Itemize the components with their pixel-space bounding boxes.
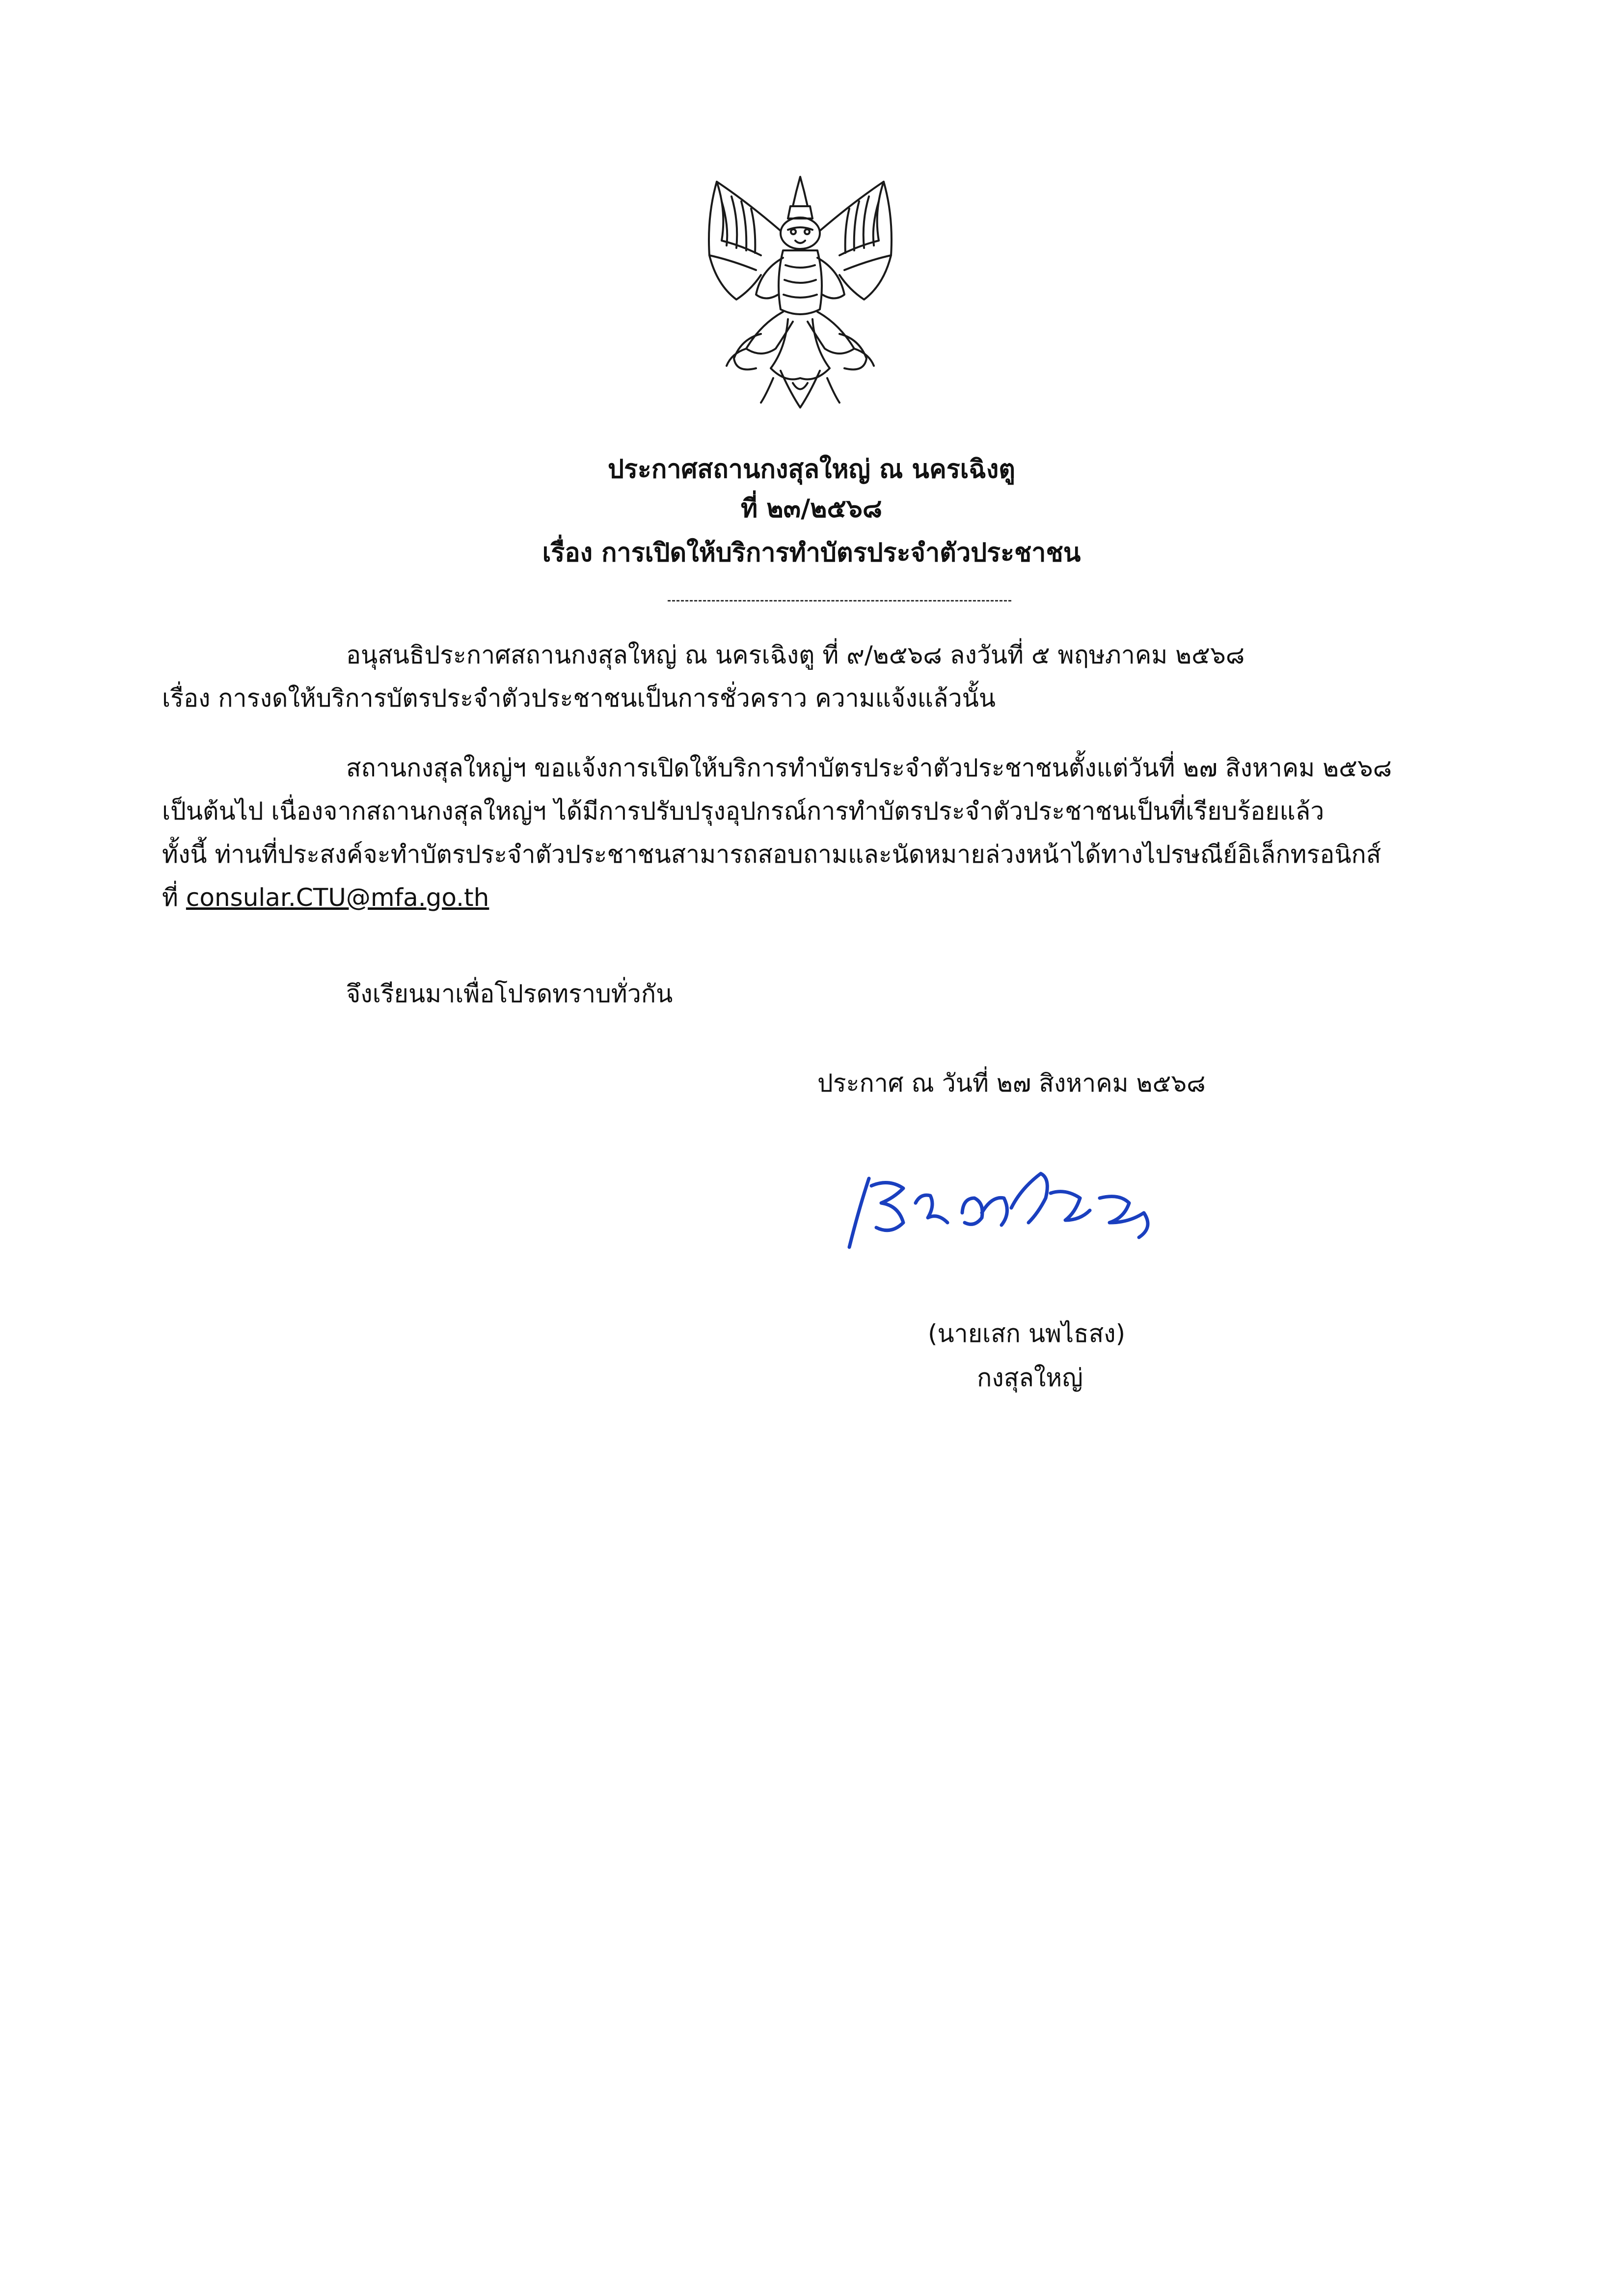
announcement-date: ประกาศ ณ วันที่ ๒๗ สิงหาคม ๒๕๖๘ — [817, 1069, 1206, 1097]
garuda-emblem — [687, 172, 913, 412]
email-line — [162, 876, 1527, 919]
paragraph-line: เป็นต้นไป เนื่องจากสถานกงสุลใหญ่ฯ ได้มีการปรับปรุงอุปกรณ์การทำบัตรประจำตัวประชาชนเป็นที่เรียบร้อยแล้ว — [162, 797, 1325, 825]
paragraph-line: อนุสนธิประกาศสถานกงสุลใหญ่ ณ นครเฉิงตู ที่ ๙/๒๕๖๘ ลงวันที่ ๕ พฤษภาคม ๒๕๖๘ — [346, 641, 1245, 669]
paragraph-closing — [162, 972, 1527, 1015]
email-link[interactable]: consular.CTU@mfa.go.th — [186, 883, 489, 912]
signer-name: (นายเสก นพไธสง) — [928, 1319, 1126, 1348]
signer-title: กงสุลใหญ่ — [977, 1364, 1083, 1392]
announcement-title: ประกาศสถานกงสุลใหญ่ ณ นครเฉิงตู — [607, 455, 1016, 484]
announcement-number: ที่ ๒๓/๒๕๖๘ — [741, 494, 882, 523]
paragraph-line: เรื่อง การงดให้บริการบัตรประจำตัวประชาชนเป็นการชั่วคราว ความแจ้งแล้วนั้น — [162, 684, 996, 712]
handwritten-signature — [835, 1149, 1208, 1267]
header-divider — [668, 600, 1011, 601]
paragraph-line: ทั้งนี้ ท่านที่ประสงค์จะทำบัตรประจำตัวประชาชนสามารถสอบถามและนัดหมายล่วงหน้าได้ทางไปรษณีย์อิเล็กทรอนิกส์ — [162, 840, 1381, 869]
paragraph-line: สถานกงสุลใหญ่ฯ ขอแจ้งการเปิดให้บริการทำบัตรประจำตัวประชาชนตั้งแต่วันที่ ๒๗ สิงหาคม ๒๕๖๘ — [346, 754, 1392, 782]
announcement-subject: เรื่อง การเปิดให้บริการทำบัตรประจำตัวประชาชน — [542, 538, 1081, 568]
paragraph-reference — [162, 633, 1527, 720]
email-prefix: ที่ — [162, 883, 178, 912]
paragraph-service-notice — [162, 746, 1527, 919]
closing-text: จึงเรียนมาเพื่อโปรดทราบทั่วกัน — [346, 980, 673, 1008]
